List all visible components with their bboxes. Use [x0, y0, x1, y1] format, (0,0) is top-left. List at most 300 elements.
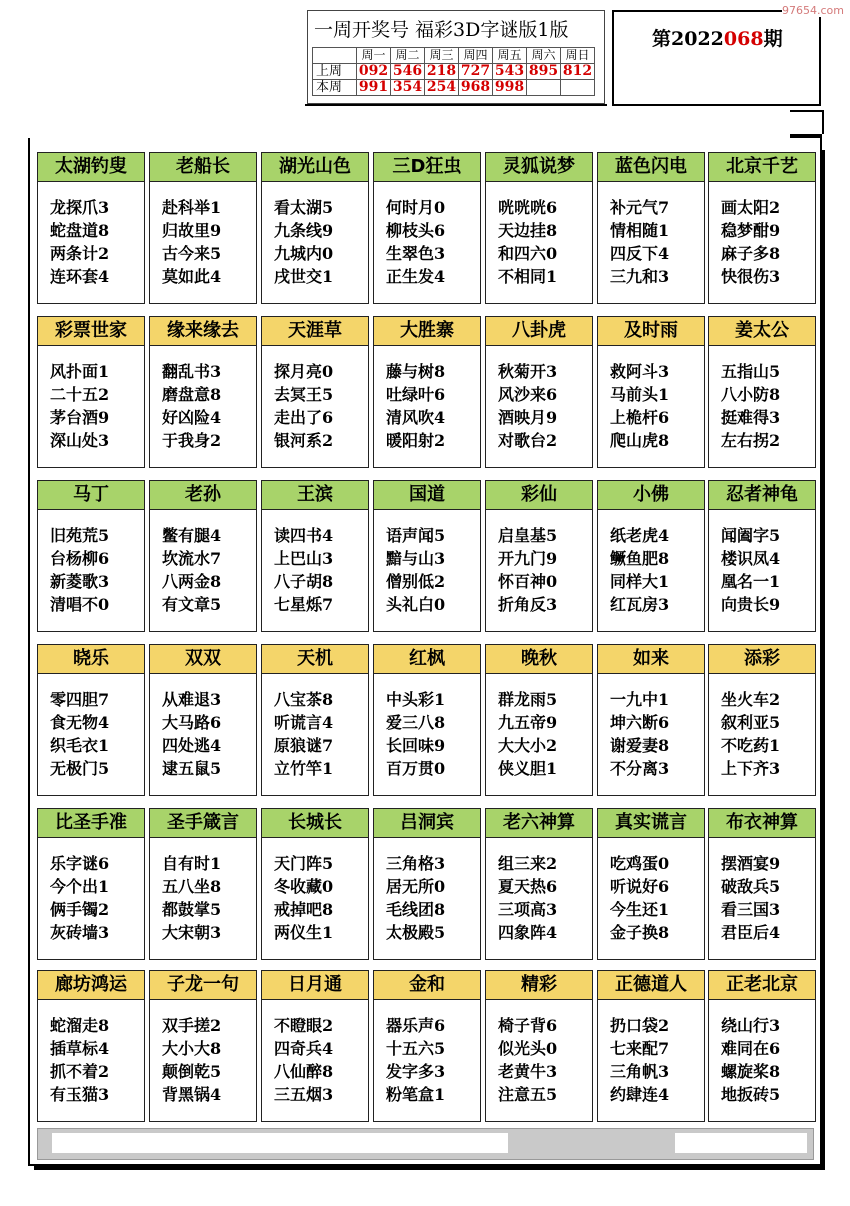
corner-cell	[313, 48, 357, 64]
riddle-card	[261, 808, 369, 960]
riddle-hints	[709, 510, 815, 616]
riddle-line: 楼识凤4	[721, 549, 781, 568]
riddle-line: 食无物4	[50, 713, 110, 732]
riddle-hints	[374, 182, 480, 288]
day-header: 周日	[561, 48, 595, 64]
riddle-line: 摆酒宴9	[721, 854, 781, 873]
riddle-card	[373, 970, 481, 1122]
riddle-card	[485, 808, 593, 960]
riddle-hints	[150, 1000, 256, 1106]
riddle-author: 双双	[150, 645, 256, 674]
riddle-line: 原狼谜7	[274, 736, 334, 755]
riddle-line: 不分离3	[610, 759, 670, 778]
riddle-card	[708, 480, 816, 632]
riddle-line: 两条计2	[50, 244, 110, 263]
riddle-line: 四象阵4	[498, 923, 558, 942]
riddle-author: 及时雨	[598, 317, 704, 346]
riddle-hints	[709, 346, 815, 452]
riddle-author: 缘来缘去	[150, 317, 256, 346]
riddle-hints	[262, 1000, 368, 1106]
riddle-line: 风扑面1	[50, 362, 110, 381]
riddle-author: 北京千艺	[709, 153, 815, 182]
riddle-line: 蛇盘道8	[50, 221, 110, 240]
riddle-line: 九五帝9	[498, 713, 558, 732]
riddle-line: 天门阵5	[274, 854, 334, 873]
riddle-author: 忍者神龟	[709, 481, 815, 510]
riddle-author: 小佛	[598, 481, 704, 510]
riddle-line: 无极门5	[50, 759, 110, 778]
riddle-line: 麻子多8	[721, 244, 781, 263]
frame-shadow-right	[820, 150, 825, 1170]
riddle-line: 俩手镯2	[50, 900, 110, 919]
riddle-card	[373, 644, 481, 796]
riddle-line: 八宝茶8	[274, 690, 334, 709]
riddle-line: 看太湖5	[274, 198, 334, 217]
riddle-author: 大胜寨	[374, 317, 480, 346]
riddle-line: 侠义胆1	[498, 759, 558, 778]
riddle-card	[597, 316, 705, 468]
riddle-hints	[598, 1000, 704, 1106]
riddle-card	[37, 316, 145, 468]
riddle-author: 彩票世家	[38, 317, 144, 346]
riddle-line: 不吃药1	[721, 736, 781, 755]
riddle-line: 开九门9	[498, 549, 558, 568]
riddle-line: 零四胆7	[50, 690, 110, 709]
riddle-author: 日月通	[262, 971, 368, 1000]
this-week-row	[313, 80, 595, 96]
riddle-line: 五指山5	[721, 362, 781, 381]
riddle-author: 老六神算	[486, 809, 592, 838]
riddle-card	[37, 644, 145, 796]
riddle-line: 读四书4	[274, 526, 334, 545]
riddle-line: 风沙来6	[498, 385, 558, 404]
riddle-line: 背黑锅4	[162, 1085, 222, 1104]
riddle-line: 补元气7	[610, 198, 670, 217]
riddle-hints	[150, 510, 256, 616]
riddle-line: 情相随1	[610, 221, 670, 240]
riddle-line: 画太阳2	[721, 198, 781, 217]
riddle-line: 中头彩1	[386, 690, 446, 709]
day-header: 周五	[493, 48, 527, 64]
riddle-line: 百万贯0	[386, 759, 446, 778]
riddle-line: 向贵长9	[721, 595, 781, 614]
riddle-card	[373, 808, 481, 960]
last-week-label: 上周	[313, 64, 357, 80]
riddle-hints	[374, 510, 480, 616]
riddle-line: 天边挂8	[498, 221, 558, 240]
riddle-author: 精彩	[486, 971, 592, 1000]
riddle-hints	[374, 838, 480, 944]
riddle-line: 酒映月9	[498, 408, 558, 427]
riddle-card	[373, 316, 481, 468]
riddle-line: 大大小2	[498, 736, 558, 755]
riddle-line: 纸老虎4	[610, 526, 670, 545]
riddle-card	[261, 970, 369, 1122]
riddle-card	[149, 152, 257, 304]
riddle-line: 都鼓掌5	[162, 900, 222, 919]
riddle-line: 长回味9	[386, 736, 446, 755]
riddle-hints	[598, 510, 704, 616]
riddle-line: 毛线团8	[386, 900, 446, 919]
riddle-hints	[262, 182, 368, 288]
riddle-line: 磨盘意8	[162, 385, 222, 404]
riddle-line: 看三国3	[721, 900, 781, 919]
riddle-line: 何时月0	[386, 198, 446, 217]
riddle-line: 难同在6	[721, 1039, 781, 1058]
result-number: 092	[357, 64, 391, 80]
riddle-card	[708, 808, 816, 960]
riddle-line: 闻阖字5	[721, 526, 781, 545]
riddle-author: 马丁	[38, 481, 144, 510]
riddle-line: 九条线9	[274, 221, 334, 240]
riddle-line: 发字多3	[386, 1062, 446, 1081]
riddle-line: 咣咣咣6	[498, 198, 558, 217]
riddle-line: 约肆连4	[610, 1085, 670, 1104]
riddle-line: 于我身2	[162, 431, 222, 450]
riddle-line: 银河系2	[274, 431, 334, 450]
riddle-author: 天涯草	[262, 317, 368, 346]
day-header: 周二	[391, 48, 425, 64]
result-number: 218	[425, 64, 459, 80]
result-number: 354	[391, 80, 425, 96]
riddle-hints	[486, 1000, 592, 1106]
riddle-line: 蛇溜走8	[50, 1016, 110, 1035]
riddle-line: 大小大8	[162, 1039, 222, 1058]
riddle-card	[37, 152, 145, 304]
riddle-hints	[486, 182, 592, 288]
riddle-line: 三项高3	[498, 900, 558, 919]
riddle-line: 八仙醉8	[274, 1062, 334, 1081]
riddle-hints	[486, 674, 592, 780]
riddle-line: 上巴山3	[274, 549, 334, 568]
riddle-line: 快很伤3	[721, 267, 781, 286]
riddle-line: 暖阳射2	[386, 431, 446, 450]
riddle-line: 龙探爪3	[50, 198, 110, 217]
result-number: 895	[527, 64, 561, 80]
riddle-author: 天机	[262, 645, 368, 674]
footer-slot-left	[52, 1133, 508, 1153]
weekly-results-panel	[307, 10, 605, 104]
riddle-hints	[262, 674, 368, 780]
riddle-line: 台杨柳6	[50, 549, 110, 568]
riddle-line: 居无所0	[386, 877, 446, 896]
riddle-card	[37, 970, 145, 1122]
riddle-author: 三D狂虫	[374, 153, 480, 182]
riddle-hints	[150, 346, 256, 452]
riddle-line: 语声闻5	[386, 526, 446, 545]
riddle-line: 七来配7	[610, 1039, 670, 1058]
riddle-author: 太湖钓叟	[38, 153, 144, 182]
riddle-author: 红枫	[374, 645, 480, 674]
result-number: 546	[391, 64, 425, 80]
riddle-line: 僧别低2	[386, 572, 446, 591]
last-week-row	[313, 64, 595, 80]
riddle-line: 吃鸡蛋0	[610, 854, 670, 873]
riddle-author: 正老北京	[709, 971, 815, 1000]
riddle-card	[261, 152, 369, 304]
riddle-hints	[150, 838, 256, 944]
riddle-hints	[598, 674, 704, 780]
riddle-author: 如来	[598, 645, 704, 674]
riddle-line: 老黄牛3	[498, 1062, 558, 1081]
riddle-line: 抓不着2	[50, 1062, 110, 1081]
result-number	[527, 80, 561, 96]
result-number: 543	[493, 64, 527, 80]
frame-shadow-bottom	[34, 1165, 825, 1170]
riddle-card	[597, 152, 705, 304]
riddle-author: 添彩	[709, 645, 815, 674]
riddle-line: 黯与山3	[386, 549, 446, 568]
riddle-line: 秋菊开3	[498, 362, 558, 381]
riddle-line: 三九和3	[610, 267, 670, 286]
riddle-line: 稳梦酣9	[721, 221, 781, 240]
riddle-hints	[374, 1000, 480, 1106]
frame-corner-decoration	[790, 110, 824, 134]
riddle-line: 群龙雨5	[498, 690, 558, 709]
riddle-line: 马前头1	[610, 385, 670, 404]
riddle-card	[597, 970, 705, 1122]
result-number: 727	[459, 64, 493, 80]
riddle-line: 从难退3	[162, 690, 222, 709]
riddle-line: 正生发4	[386, 267, 446, 286]
riddle-line: 两仪生1	[274, 923, 334, 942]
riddle-line: 爬山虎8	[610, 431, 670, 450]
riddle-line: 藤与树8	[386, 362, 446, 381]
riddle-line: 双手搓2	[162, 1016, 222, 1035]
riddle-hints	[709, 838, 815, 944]
riddle-line: 插草标4	[50, 1039, 110, 1058]
riddle-line: 听说好6	[610, 877, 670, 896]
riddle-line: 有文章5	[162, 595, 222, 614]
riddle-line: 三角格3	[386, 854, 446, 873]
riddle-card	[708, 152, 816, 304]
riddle-line: 坐火车2	[721, 690, 781, 709]
riddle-line: 深山处3	[50, 431, 110, 450]
riddle-hints	[38, 838, 144, 944]
riddle-line: 茅台酒9	[50, 408, 110, 427]
day-header: 周一	[357, 48, 391, 64]
riddle-line: 大宋朝3	[162, 923, 222, 942]
riddle-line: 走出了6	[274, 408, 334, 427]
riddle-line: 乐字谜6	[50, 854, 110, 873]
riddle-hints	[374, 674, 480, 780]
day-header: 周四	[459, 48, 493, 64]
riddle-line: 八小防8	[721, 385, 781, 404]
riddle-line: 织毛衣1	[50, 736, 110, 755]
riddle-line: 莫如此4	[162, 267, 222, 286]
riddle-line: 立竹竿1	[274, 759, 334, 778]
riddle-line: 和四六0	[498, 244, 558, 263]
riddle-author: 金和	[374, 971, 480, 1000]
riddle-card	[37, 480, 145, 632]
riddle-author: 子龙一句	[150, 971, 256, 1000]
riddle-card	[485, 644, 593, 796]
riddle-line: 挺难得3	[721, 408, 781, 427]
riddle-line: 坤六断6	[610, 713, 670, 732]
riddle-hints	[38, 674, 144, 780]
riddle-card	[261, 644, 369, 796]
riddle-author: 蓝色闪电	[598, 153, 704, 182]
riddle-author: 比圣手准	[38, 809, 144, 838]
site-watermark: 97654.com	[782, 4, 844, 17]
riddle-line: 翻乱书3	[162, 362, 222, 381]
riddle-card	[261, 316, 369, 468]
riddle-line: 凰名一1	[721, 572, 781, 591]
riddle-hints	[38, 510, 144, 616]
riddle-line: 八两金8	[162, 572, 222, 591]
riddle-line: 四奇兵4	[274, 1039, 334, 1058]
riddle-line: 不瞪眼2	[274, 1016, 334, 1035]
riddle-line: 赴科举1	[162, 198, 222, 217]
riddle-line: 头礼白0	[386, 595, 446, 614]
riddle-author: 老孙	[150, 481, 256, 510]
riddle-line: 连环套4	[50, 267, 110, 286]
footer-bar	[37, 1128, 814, 1160]
riddle-line: 怀百神0	[498, 572, 558, 591]
riddle-line: 谢爱妻8	[610, 736, 670, 755]
riddle-author: 吕洞宾	[374, 809, 480, 838]
riddle-hints	[38, 346, 144, 452]
riddle-card	[485, 480, 593, 632]
day-header: 周三	[425, 48, 459, 64]
riddle-line: 绕山行3	[721, 1016, 781, 1035]
riddle-line: 上下齐3	[721, 759, 781, 778]
riddle-author: 布衣神算	[709, 809, 815, 838]
riddle-card	[708, 316, 816, 468]
riddle-line: 戒掉吧8	[274, 900, 334, 919]
riddle-card	[261, 480, 369, 632]
riddle-line: 大马路6	[162, 713, 222, 732]
riddle-hints	[374, 346, 480, 452]
riddle-author: 八卦虎	[486, 317, 592, 346]
riddle-line: 颠倒乾5	[162, 1062, 222, 1081]
riddle-card	[485, 152, 593, 304]
riddle-author: 王滨	[262, 481, 368, 510]
riddle-line: 鳜鱼肥8	[610, 549, 670, 568]
riddle-line: 坎流水7	[162, 549, 222, 568]
riddle-hints	[598, 182, 704, 288]
result-number: 812	[561, 64, 595, 80]
riddle-line: 归故里9	[162, 221, 222, 240]
riddle-line: 上桅杆6	[610, 408, 670, 427]
riddle-line: 爱三八8	[386, 713, 446, 732]
riddle-line: 君臣后4	[721, 923, 781, 942]
riddle-line: 粉笔盒1	[386, 1085, 446, 1104]
riddle-line: 旧苑荒5	[50, 526, 110, 545]
riddle-hints	[709, 674, 815, 780]
riddle-card	[597, 808, 705, 960]
riddle-hints	[262, 346, 368, 452]
result-number: 998	[493, 80, 527, 96]
riddle-line: 十五六5	[386, 1039, 446, 1058]
riddle-card	[149, 970, 257, 1122]
riddle-hints	[709, 1000, 815, 1106]
riddle-line: 古今来5	[162, 244, 222, 263]
header-underline	[305, 96, 607, 106]
riddle-author: 灵狐说梦	[486, 153, 592, 182]
riddle-line: 自有时1	[162, 854, 222, 873]
riddle-line: 救阿斗3	[610, 362, 670, 381]
riddle-line: 鳖有腿4	[162, 526, 222, 545]
riddle-line: 听谎言4	[274, 713, 334, 732]
riddle-author: 正德道人	[598, 971, 704, 1000]
riddle-hints	[598, 346, 704, 452]
riddle-line: 七星烁7	[274, 595, 334, 614]
this-week-label: 本周	[313, 80, 357, 96]
riddle-hints	[262, 510, 368, 616]
riddle-card	[485, 970, 593, 1122]
riddle-author: 姜太公	[709, 317, 815, 346]
riddle-card	[37, 808, 145, 960]
issue-suffix: 期	[763, 28, 783, 50]
riddle-line: 金子换8	[610, 923, 670, 942]
panel-title: 一周开奖号 福彩3D字谜版1版	[314, 19, 569, 41]
riddle-card	[373, 480, 481, 632]
riddle-author: 国道	[374, 481, 480, 510]
riddle-line: 冬收藏0	[274, 877, 334, 896]
riddle-line: 扔口袋2	[610, 1016, 670, 1035]
riddle-hints	[38, 1000, 144, 1106]
riddle-line: 一九中1	[610, 690, 670, 709]
riddle-author: 晚秋	[486, 645, 592, 674]
riddle-line: 吐绿叶6	[386, 385, 446, 404]
riddle-line: 有玉猫3	[50, 1085, 110, 1104]
riddle-author: 老船长	[150, 153, 256, 182]
riddle-author: 晓乐	[38, 645, 144, 674]
issue-panel	[612, 10, 821, 106]
riddle-card	[149, 808, 257, 960]
riddle-line: 灰砖墙3	[50, 923, 110, 942]
riddle-line: 地扳砖5	[721, 1085, 781, 1104]
riddle-card	[149, 316, 257, 468]
riddle-card	[597, 644, 705, 796]
riddle-author: 彩仙	[486, 481, 592, 510]
riddle-hints	[598, 838, 704, 944]
riddle-line: 不相同1	[498, 267, 558, 286]
riddle-line: 椅子背6	[498, 1016, 558, 1035]
result-number: 254	[425, 80, 459, 96]
riddle-card	[373, 152, 481, 304]
riddle-line: 三五烟3	[274, 1085, 334, 1104]
riddle-line: 四反下4	[610, 244, 670, 263]
riddle-card	[149, 644, 257, 796]
riddle-hints	[38, 182, 144, 288]
day-header: 周六	[527, 48, 561, 64]
riddle-author: 长城长	[262, 809, 368, 838]
riddle-line: 生翠色3	[386, 244, 446, 263]
riddle-card	[597, 480, 705, 632]
issue-number	[652, 24, 783, 51]
riddle-card	[149, 480, 257, 632]
riddle-card	[485, 316, 593, 468]
riddle-line: 八子胡8	[274, 572, 334, 591]
riddle-line: 对歌台2	[498, 431, 558, 450]
riddle-hints	[150, 182, 256, 288]
riddle-line: 清唱不0	[50, 595, 110, 614]
riddle-line: 注意五5	[498, 1085, 558, 1104]
riddle-hints	[262, 838, 368, 944]
riddle-line: 三角帆3	[610, 1062, 670, 1081]
riddle-line: 启皇基5	[498, 526, 558, 545]
result-number	[561, 80, 595, 96]
riddle-line: 清风吹4	[386, 408, 446, 427]
riddle-hints	[486, 838, 592, 944]
result-number: 991	[357, 80, 391, 96]
riddle-line: 螺旋桨8	[721, 1062, 781, 1081]
riddle-hints	[486, 346, 592, 452]
riddle-line: 红瓦房3	[610, 595, 670, 614]
days-row	[313, 48, 595, 64]
